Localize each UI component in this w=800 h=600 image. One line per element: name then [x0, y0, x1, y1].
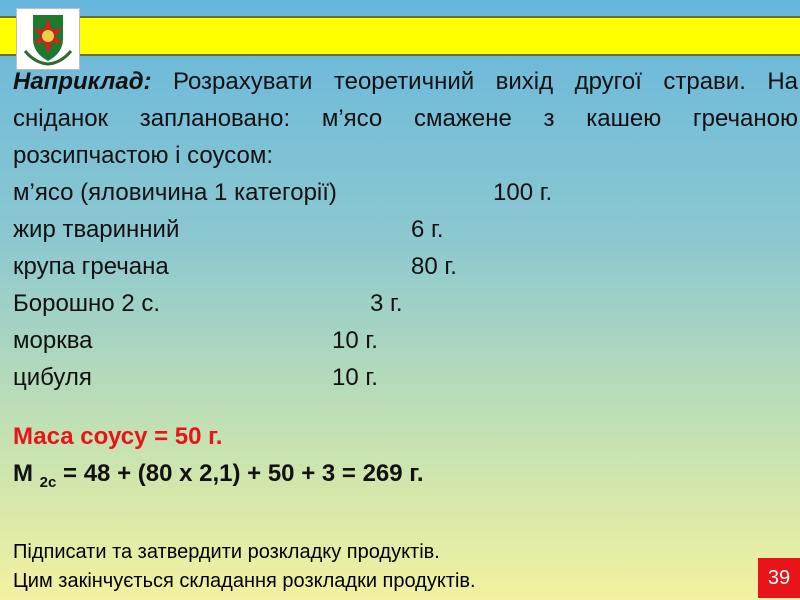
ingredient-amount: 10 г.	[332, 364, 378, 391]
page-number: 39	[758, 558, 800, 598]
ingredient-amount: 6 г.	[411, 216, 444, 243]
notes	[13, 538, 476, 596]
ingredient-name: крупа гречана	[13, 253, 169, 280]
ingredient-name: цибуля	[13, 364, 92, 391]
ingredient-amount: 80 г.	[411, 253, 457, 280]
formula-subscript: 2с	[39, 474, 57, 491]
ingredient-row	[13, 322, 798, 359]
shield-emblem-icon	[16, 8, 80, 70]
intro-lead: Наприклад:	[13, 68, 152, 95]
ingredient-amount: 10 г.	[332, 327, 378, 354]
ingredient-row	[13, 359, 798, 396]
top-bar	[0, 16, 800, 56]
intro-text: Розрахувати теоретичний вихід другої страви. На сніданок заплановано: м’ясо смажене з кашею гречаною розсипчастою і соусом:	[13, 68, 798, 169]
ingredient-amount: 3 г.	[370, 290, 403, 317]
intro-paragraph	[13, 63, 798, 174]
ingredient-name: м’ясо (яловичина 1 категорії)	[13, 179, 337, 206]
emblem-graphic	[17, 9, 79, 69]
note-line: Цим закінчується складання розкладки продуктів.	[13, 570, 476, 592]
ingredient-row	[13, 285, 798, 322]
ingredient-name: жир тваринний	[13, 216, 180, 243]
main-content	[13, 63, 798, 501]
yield-formula	[13, 455, 798, 501]
ingredient-row	[13, 174, 798, 211]
spacer	[13, 396, 798, 418]
note-line: Підписати та затвердити розкладку продуктів.	[13, 541, 440, 563]
formula-prefix: М	[13, 460, 40, 487]
ingredient-name: Борошно 2 с.	[13, 290, 160, 317]
ingredient-name: морква	[13, 327, 93, 354]
sauce-mass: Маса соусу = 50 г.	[13, 423, 223, 450]
ingredient-row	[13, 211, 798, 248]
ingredient-amount: 100 г.	[493, 179, 553, 206]
ingredient-row	[13, 248, 798, 285]
formula-expression: = 48 + (80 х 2,1) + 50 + 3 = 269 г.	[56, 460, 424, 487]
